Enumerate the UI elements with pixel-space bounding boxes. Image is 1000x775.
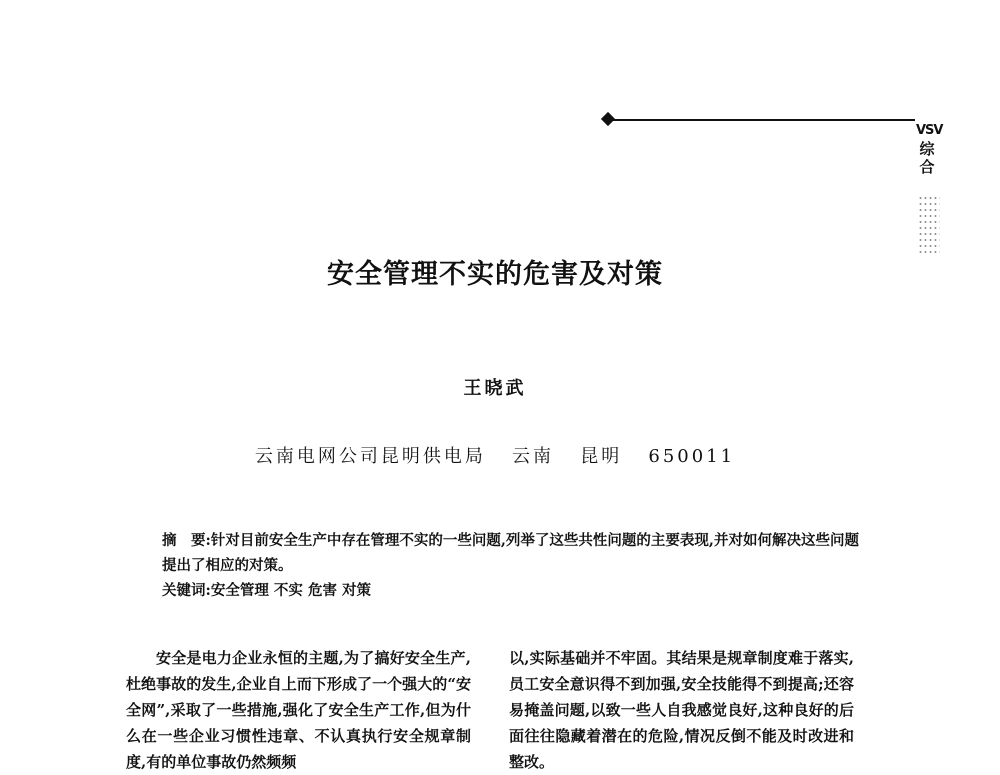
abstract-paragraph (124, 528, 866, 578)
body-column-left (126, 645, 471, 775)
keywords-text: :安全管理 不实 危害 对策 (205, 582, 371, 599)
abstract-text: :针对目前安全生产中存在管理不实的一些问题,列举了这些共性问题的主要表现,并对如何解决这些问题提出了相应的对策。 (162, 532, 859, 574)
body-paragraph-right: 以,实际基础并不牢固。其结果是规章制度难于落实,员工安全意识得不到加强,安全技能得不到提高;还容易掩盖问题,以致一些人自我感觉良好,这种良好的后面往往隐藏着潜在的危险,情况反倒不能及时改进和整改。 (509, 649, 854, 771)
keywords-line (124, 578, 866, 603)
section-code: VSV (916, 123, 943, 138)
scan-noise (918, 195, 940, 255)
section-char-1: 综 (919, 140, 935, 158)
header-rule (610, 119, 915, 121)
paper-title: 安全管理不实的危害及对策 (327, 259, 663, 290)
header-rule-diamond (601, 112, 615, 126)
body-paragraph-left: 安全是电力企业永恒的主题,为了搞好安全生产,杜绝事故的发生,企业自上而下形成了一个强大的“安全网”,采取了一些措施,强化了安全生产工作,但为什么在一些企业习惯性违章、不认真执行安全规章制度,有的单位事故仍然频频 (126, 649, 471, 771)
author-affiliation: 云南电网公司昆明供电局 云南 昆明 650011 (254, 446, 736, 467)
abstract-label: 摘 要 (162, 532, 206, 549)
abstract-block (124, 528, 866, 603)
section-char-2: 合 (919, 158, 935, 176)
body-column-right (509, 645, 854, 775)
keywords-label: 关键词 (162, 582, 206, 599)
section-tag (916, 122, 943, 176)
author-name: 王晓武 (463, 378, 527, 399)
